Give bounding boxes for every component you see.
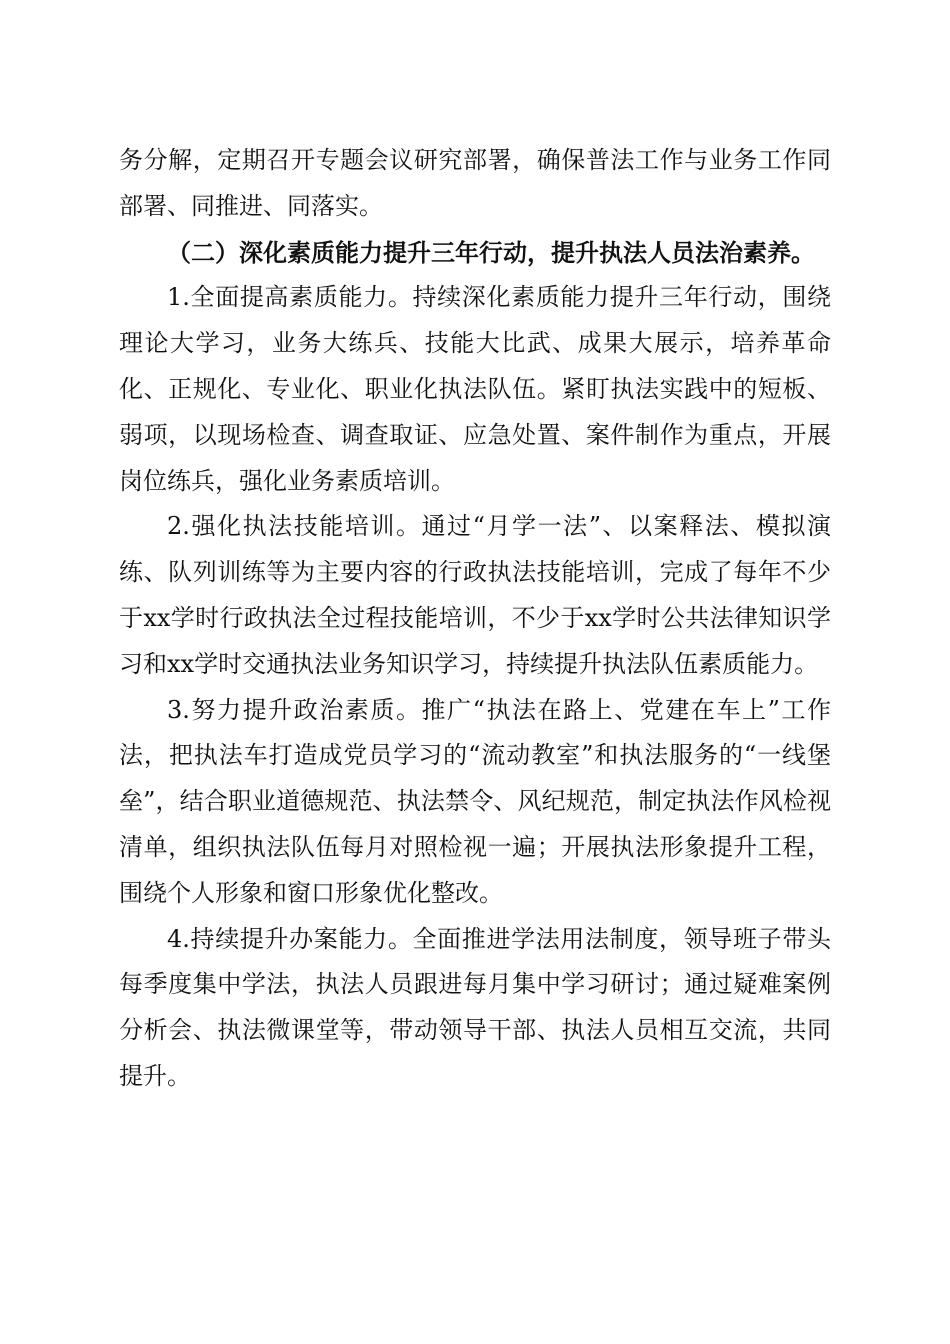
document-body [119, 138, 831, 1100]
section-heading: （二）深化素质能力提升三年行动，提升执法人员法治素养。 [167, 237, 815, 267]
list-item-1: 1.全面提高素质能力。持续深化素质能力提升三年行动，围绕理论大学习，业务大练兵、技能大比武、成果大展示，培养革命化、正规化、专业化、职业化执法队伍。紧盯执法实践中的短板、弱项，以现场检查、调查取证、应急处置、案件制作为重点，开展岗位练兵，强化业务素质培训。 [119, 283, 831, 495]
list-item-4: 4.持续提升办案能力。全面推进学法用法制度，领导班子带头每季度集中学法，执法人员跟进每月集中学习研讨；通过疑难案例分析会、执法微课堂等，带动领导干部、执法人员相互交流，共同提升。 [119, 924, 831, 1090]
list-item-3: 3.努力提升政治素质。推广“执法在路上、党建在车上”工作法，把执法车打造成党员学习的“流动教室”和执法服务的“一线堡垒”，结合职业道德规范、执法禁令、风纪规范，制定执法作风检视清单，组织执法队伍每月对照检视一遍；开展执法形象提升工程，围绕个人形象和窗口形象优化整改。 [119, 695, 831, 907]
paragraph-continuation: 务分解，定期召开专题会议研究部署，确保普法工作与业务工作同部署、同推进、同落实。 [119, 146, 831, 220]
list-item-2: 2.强化执法技能培训。通过“月学一法”、以案释法、模拟演练、队列训练等为主要内容的行政执法技能培训，完成了每年不少于xx学时行政执法全过程技能培训，不少于xx学时公共法律知识学习和xx学时交通执法业务知识学习，持续提升执法队伍素质能力。 [119, 512, 831, 678]
